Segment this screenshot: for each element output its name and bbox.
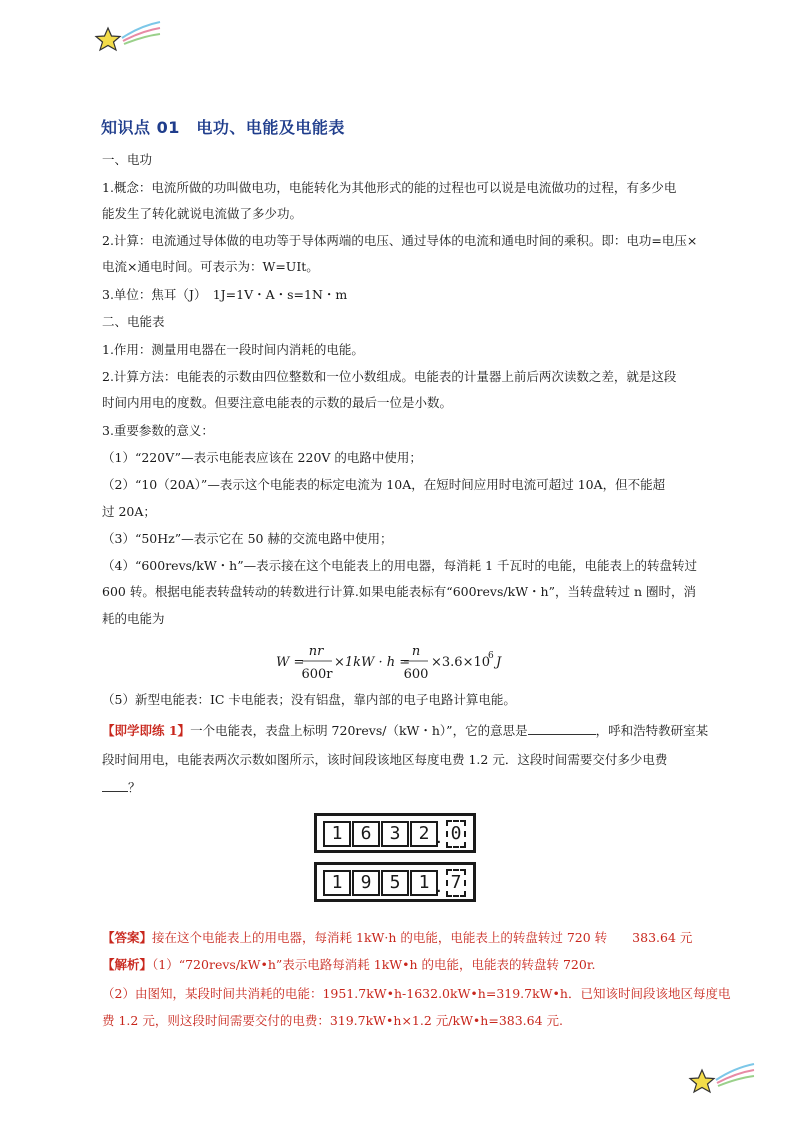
formula-unit: J [496, 655, 502, 670]
analysis-text: （1）“720revs/kW•h”表示电路每消耗 1kW•h 的电能，电能表的转盘转 720r. [152, 957, 596, 972]
decimal-point: . [436, 876, 442, 897]
answer-line [102, 930, 692, 946]
text-line: 二、电能表 [102, 314, 165, 329]
meter-reading-second [314, 862, 476, 902]
meter-decimal-digit: 7 [446, 869, 466, 897]
shooting-star-icon [92, 18, 162, 58]
meter-digit: 1 [323, 870, 351, 896]
analysis-tag: 【解析】 [102, 957, 153, 972]
practice-text: 一个电能表，表盘上标明 720revs/（kW・h）”，它的意思是 [190, 723, 528, 738]
fraction-numerator: nr [308, 644, 324, 659]
shooting-star-icon [686, 1058, 756, 1100]
practice-tag: 【即学即练 1】 [102, 723, 191, 738]
text-line: 1.作用：测量用电器在一段时间内消耗的电能。 [102, 342, 364, 357]
text-line: 1.概念：电流所做的功叫做电功，电能转化为其他形式的能的过程也可以说是电流做功的过程，有多少电 [102, 180, 677, 195]
practice-question-line [102, 779, 141, 796]
formula-tail: ×3.6×10 [431, 655, 491, 670]
answer-blank [528, 722, 596, 735]
text-line: 时间内用电的度数。但要注意电能表的示数的最后一位是小数。 [102, 395, 453, 410]
text-line: （1）“220V”—表示电能表应该在 220V 的电路中使用； [102, 450, 422, 465]
fraction-numerator: n [411, 644, 421, 659]
fraction-denominator: 600 [403, 667, 429, 682]
meter-digit: 2 [410, 821, 438, 847]
text-line: 一、电功 [102, 152, 153, 167]
text-line: 3.单位：焦耳（J） 1J=1V・A・s=1N・m [102, 287, 348, 302]
meter-reading-first [314, 813, 476, 853]
formula-middle: ×1kW · h = [334, 655, 411, 670]
text-line: 能发生了转化就说电流做了多少功。 [102, 206, 303, 221]
text-line: 过 20A； [102, 504, 156, 519]
analysis-line: （2）由图知，某段时间共消耗的电能：1951.7kW•h-1632.0kW•h=319.7kW•h．已知该时间段该地区每度电 [102, 986, 731, 1001]
text-line: （4）“600revs/kW・h”—表示接在这个电能表上的用电器，每消耗 1 千瓦时的电能，电能表上的转盘转过 [102, 558, 698, 573]
text-line: （2）“10（20A）”—表示这个电能表的标定电流为 10A，在短时间应用时电流可超过 10A，但不能超 [102, 477, 666, 492]
text-line: 600 转。根据电能表转盘转动的转数进行计算.如果电能表标有“600revs/kW・h”，当转盘转过 n 圈时，消 [102, 584, 696, 599]
section-heading: 知识点 01 电功、电能及电能表 [101, 118, 345, 137]
text-line: （5）新型电能表：IC 卡电能表；没有铝盘，靠内部的电子电路计算电能。 [102, 692, 516, 707]
text-line: （3）“50Hz”—表示它在 50 赫的交流电路中使用； [102, 531, 393, 546]
text-line: 电流×通电时间。可表示为：W=UIt。 [102, 259, 319, 274]
answer-tag: 【答案】 [102, 930, 153, 945]
meter-digit: 3 [381, 821, 409, 847]
text-line: 2.计算方法：电能表的示数由四位整数和一位小数组成。电能表的计量器上前后两次读数之差，就是这段 [102, 369, 677, 384]
text-line: 段时间用电，电能表两次示数如图所示，该时间段该地区每度电费 1.2 元．这段时间需要交付多少电费 [102, 752, 668, 767]
practice-question-line [102, 722, 708, 739]
meter-decimal-digit: 0 [446, 820, 466, 848]
answer-blank [102, 779, 128, 792]
analysis-line [102, 957, 595, 973]
meter-digit: 9 [352, 870, 380, 896]
formula-lhs: W = [276, 655, 305, 670]
decimal-point: . [436, 827, 442, 848]
meter-digit: 6 [352, 821, 380, 847]
meter-digit: 5 [381, 870, 409, 896]
text-line: 3.重要参数的意义： [102, 423, 214, 438]
meter-digit: 1 [410, 870, 438, 896]
fraction-denominator: 600r [301, 667, 333, 682]
answer-text: 接在这个电能表上的用电器，每消耗 1kW·h 的电能，电能表上的转盘转过 720 转 383.64 元 [152, 930, 693, 945]
text-line: 耗的电能为 [102, 611, 165, 626]
text-line: 2.计算：电流通过导体做的电功等于导体两端的电压、通过导体的电流和通电时间的乘积。即：电功=电压× [102, 233, 698, 248]
practice-text: ？ [128, 780, 141, 795]
practice-text: ，呼和浩特教研室某 [595, 723, 709, 738]
analysis-line: 费 1.2 元，则这段时间需要交付的电费：319.7kW•h×1.2 元/kW•h=383.64 元. [102, 1013, 563, 1028]
formula-exponent: 6 [488, 651, 494, 661]
meter-digit: 1 [323, 821, 351, 847]
energy-formula [276, 638, 536, 686]
